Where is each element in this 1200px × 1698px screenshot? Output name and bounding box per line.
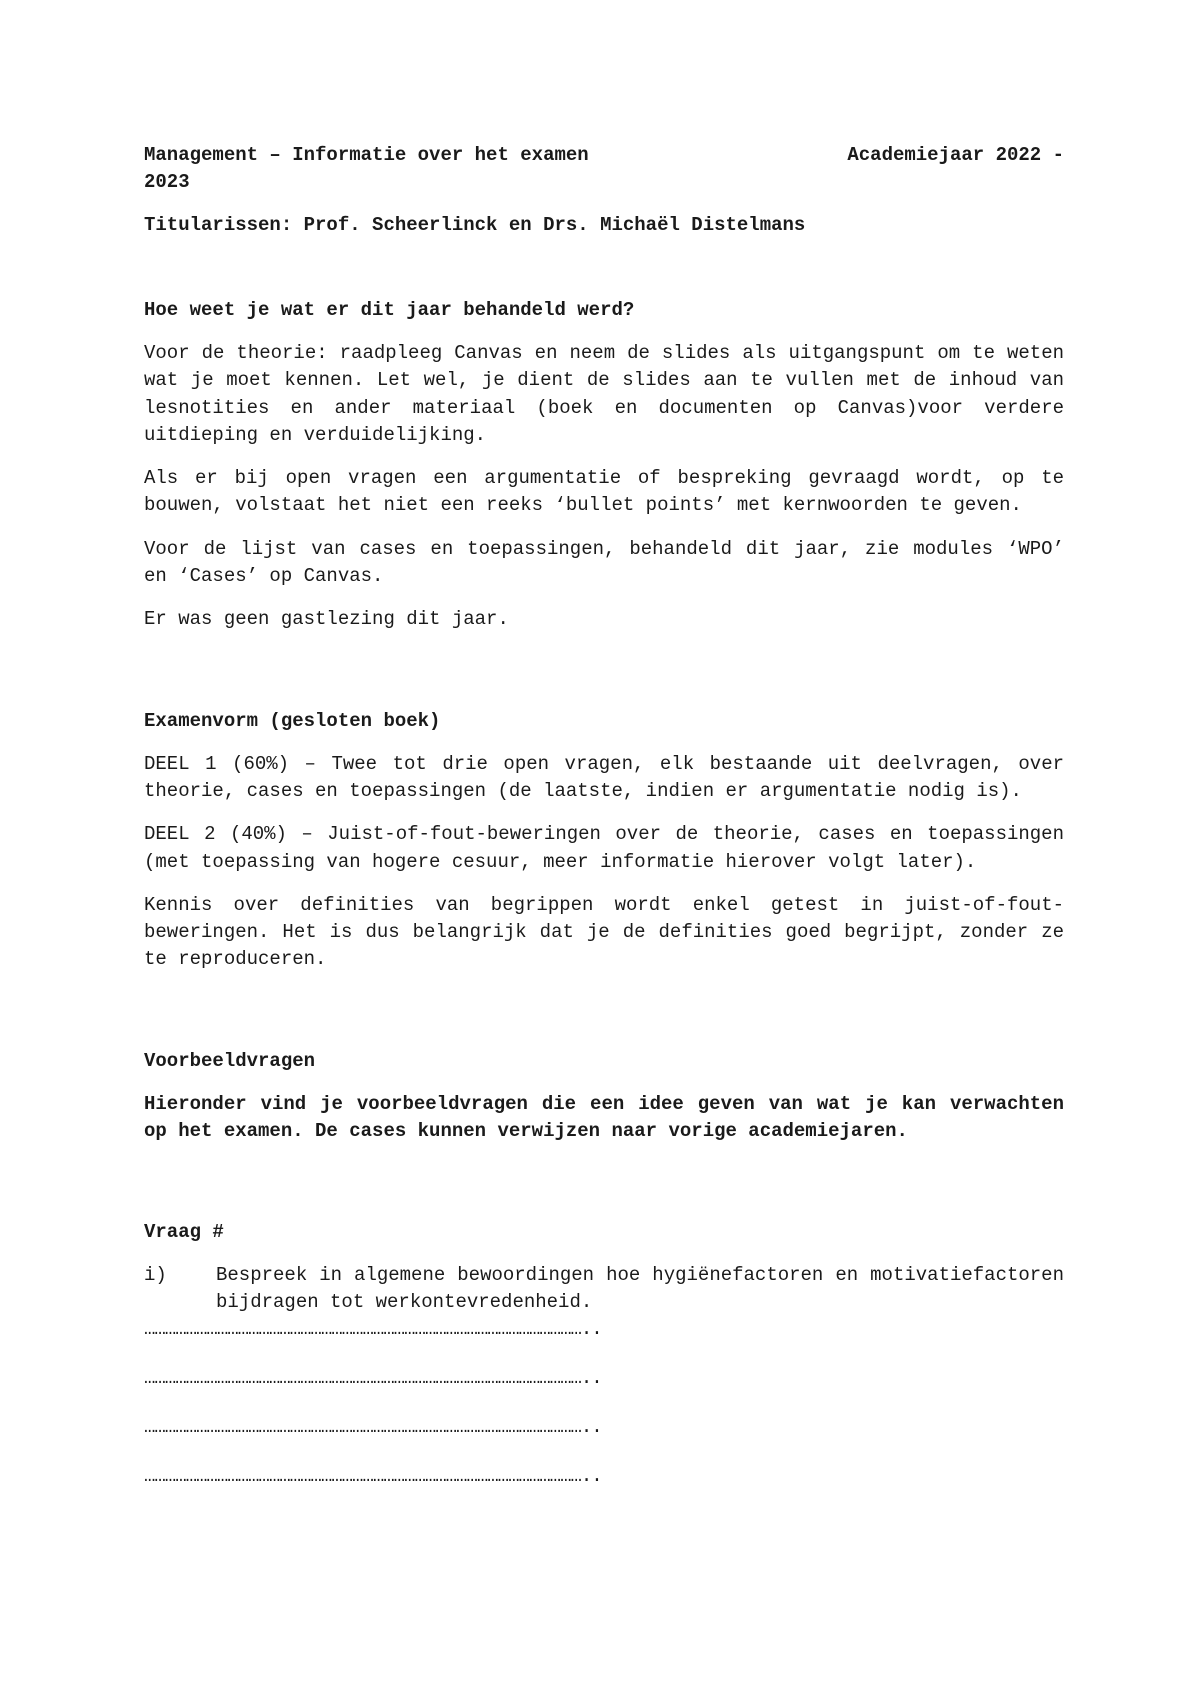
- instructors: Titularissen: Prof. Scheerlinck en Drs. Michaël Distelmans: [144, 214, 806, 236]
- exam-form-heading: Examenvorm (gesloten boek): [144, 709, 441, 732]
- exam-form-paragraph: DEEL 1 (60%) – Twee tot drie open vragen, elk bestaande uit deelvragen, over theorie, cases en toepassingen (de laatste, indien er argumentatie nodig is).: [144, 752, 1064, 802]
- examples-heading: Voorbeeldvragen: [144, 1049, 316, 1072]
- question-item-text: Bespreek in algemene bewoordingen hoe hygiënefactoren en motivatiefactoren bijdragen tot werkontevredenheid.: [216, 1264, 1064, 1314]
- question-heading: Vraag #: [144, 1221, 224, 1244]
- examples-intro: Hieronder vind je voorbeeldvragen die een idee geven van wat je kan verwachten op het examen. De cases kunnen verwijzen naar vorige academiejaren.: [144, 1092, 1064, 1143]
- answer-line: ………………………………………………………………………………………………………………..: [144, 1416, 602, 1439]
- question-item-number: i): [144, 1264, 167, 1287]
- coverage-paragraph: Voor de lijst van cases en toepassingen, behandeld dit jaar, zie modules ‘WPO’ en ‘Cases’ op Canvas.: [144, 537, 1064, 588]
- exam-form-paragraph: Kennis over definities van begrippen wordt enkel getest in juist-of-fout-beweringen. Het is dus belangrijk dat je de definities goed begrijpt, zonder ze te reproduceren.: [144, 893, 1064, 971]
- answer-line: ………………………………………………………………………………………………………………..: [144, 1367, 602, 1390]
- answer-line: ………………………………………………………………………………………………………………..: [144, 1318, 602, 1341]
- header-row: [144, 142, 1064, 169]
- answer-line: ………………………………………………………………………………………………………………..: [144, 1465, 602, 1488]
- coverage-paragraph: Er was geen gastlezing dit jaar.: [144, 608, 509, 631]
- coverage-paragraph: Als er bij open vragen een argumentatie of bespreking gevraagd wordt, op te bouwen, volstaat het niet een reeks ‘bullet points’ met kernwoorden te geven.: [144, 467, 1064, 517]
- exam-form-paragraph: DEEL 2 (40%) – Juist-of-fout-beweringen over de theorie, cases en toepassingen (met toepassing van hogere cesuur, meer informatie hierover volgt later).: [144, 823, 1064, 873]
- coverage-heading: Hoe weet je wat er dit jaar behandeld werd?: [144, 299, 635, 321]
- academic-year: Academiejaar 2022 -: [847, 144, 1064, 166]
- coverage-paragraph: Voor de theorie: raadpleeg Canvas en neem de slides als uitgangspunt om te weten wat je moet kennen. Let wel, je dient de slides aan te vullen met de inhoud van lesnotities en ander materiaal (boek en documenten op Canvas)voor verdere uitdieping en verduidelijking.: [144, 342, 1064, 446]
- question-item: [144, 1262, 1064, 1316]
- academic-year-suffix: 2023: [144, 171, 190, 193]
- course-title: Management – Informatie over het examen: [144, 144, 589, 166]
- document-body: [144, 142, 1064, 1490]
